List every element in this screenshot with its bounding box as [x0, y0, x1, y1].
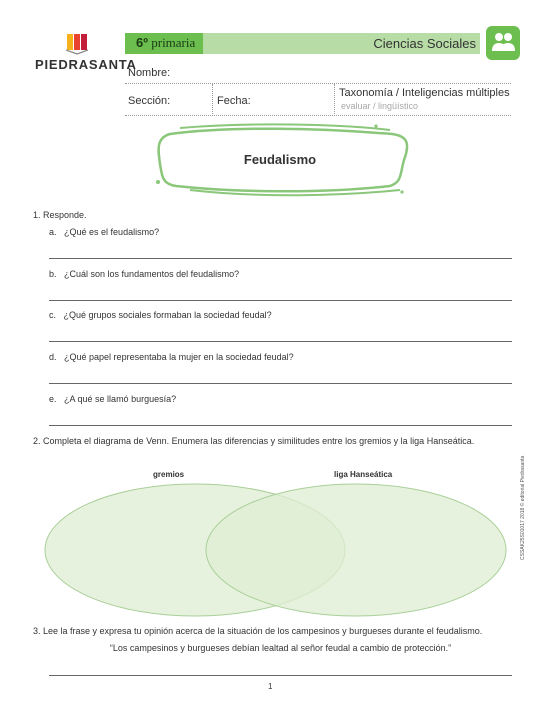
- section3-heading: 3. Lee la frase y expresa tu opinión acerca de la situación de los campesinos y burgueses durante el feudalismo.: [33, 626, 483, 636]
- section1-heading: 1. Responde.: [33, 210, 87, 220]
- venn-diagram: [40, 482, 510, 618]
- brand-logo-text: PIEDRASANTA: [35, 57, 137, 72]
- grade-label: 6º primaria: [136, 35, 196, 50]
- question-e: e. ¿A qué se llamó burguesía?: [49, 394, 177, 404]
- question-a: a. ¿Qué es el feudalismo?: [49, 227, 160, 237]
- divider: [212, 84, 213, 114]
- answer-line-b[interactable]: [49, 300, 512, 301]
- question-d: d. ¿Qué papel representaba la mujer en la sociedad feudal?: [49, 352, 294, 362]
- page-number: 1: [268, 682, 273, 691]
- section-label: Sección:: [128, 95, 171, 107]
- section-field-line[interactable]: [125, 115, 511, 116]
- venn-left-label: gremios: [153, 470, 185, 479]
- group-icon: [486, 26, 520, 60]
- answer-line-d[interactable]: [49, 383, 512, 384]
- book-logo-icon: [64, 34, 90, 56]
- name-field-line[interactable]: [125, 83, 511, 84]
- side-credit: CSSAK25S01017 2018 © editorial Piedrasanta: [520, 455, 526, 560]
- venn-right-label: liga Hanseática: [334, 470, 393, 479]
- taxonomy-subtitle: evaluar / lingüístico: [341, 101, 419, 111]
- answer-line-c[interactable]: [49, 341, 512, 342]
- venn-circle-liga: [206, 484, 506, 616]
- name-label: Nombre:: [128, 67, 171, 79]
- quote-text: “Los campesinos y burgueses debían lealtad al señor feudal a cambio de protección.”: [109, 643, 452, 653]
- answer-line-e[interactable]: [49, 425, 512, 426]
- taxonomy-title: Taxonomía / Inteligencias múltiples: [339, 87, 510, 99]
- divider: [334, 84, 335, 114]
- subject-title: Ciencias Sociales: [373, 36, 476, 51]
- section2-heading: 2. Completa el diagrama de Venn. Enumera las diferencias y similitudes entre los gremios y la liga Hanseática.: [33, 436, 475, 446]
- worksheet-title: Feudalismo: [243, 152, 317, 167]
- question-c: c. ¿Qué grupos sociales formaban la sociedad feudal?: [49, 310, 272, 320]
- question-b: b. ¿Cuál son los fundamentos del feudalismo?: [49, 269, 240, 279]
- answer-line-a[interactable]: [49, 258, 512, 259]
- date-label: Fecha:: [217, 95, 251, 107]
- answer-line-3[interactable]: [49, 675, 512, 676]
